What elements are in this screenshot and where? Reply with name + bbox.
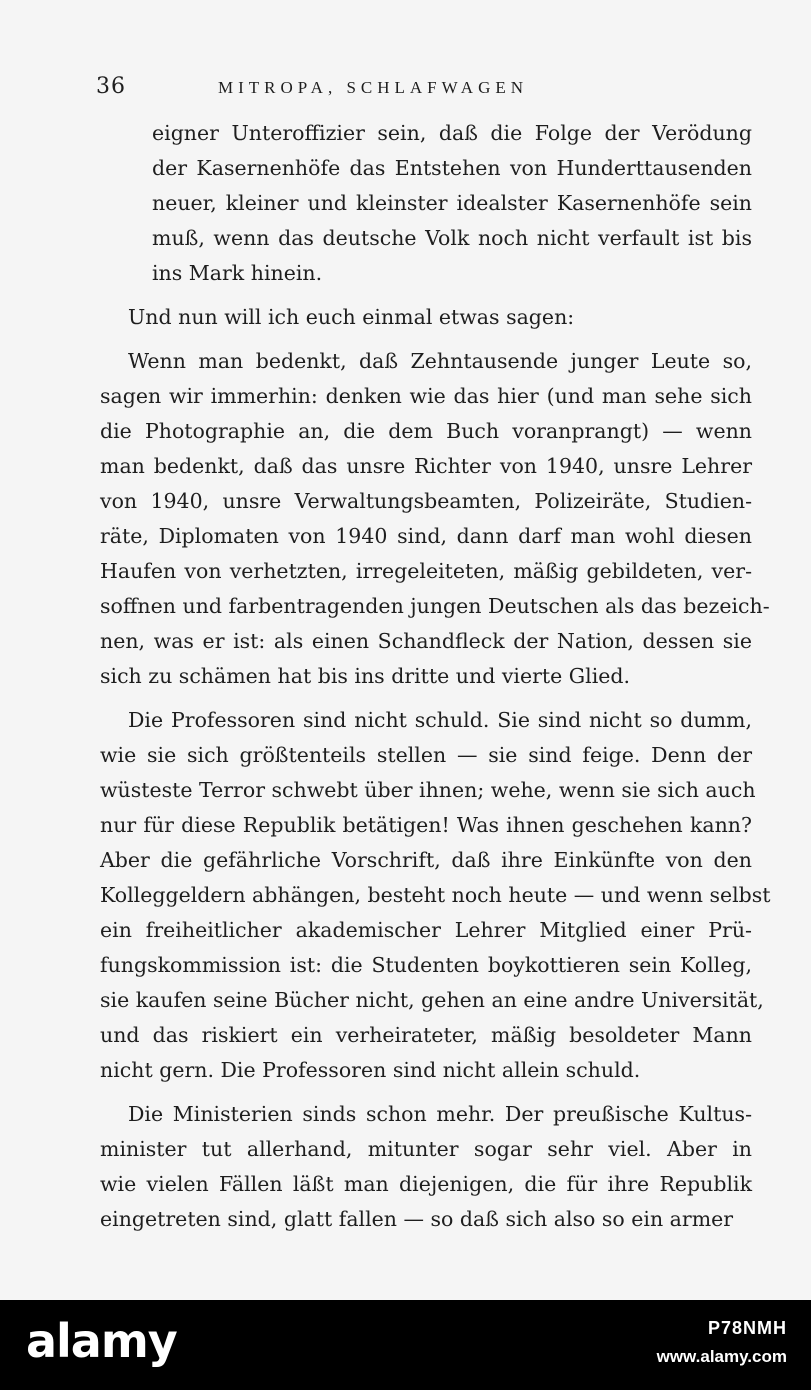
text-line: Kolleggeldern abhängen, besteht noch heute — und wenn selbst (100, 883, 771, 907)
paragraph (152, 116, 752, 291)
text-line: und das riskiert ein verheirateter, mäßig besoldeter Mann (100, 1023, 752, 1047)
text-line: räte, Diplomaten von 1940 sind, dann darf man wohl diesen (100, 524, 752, 548)
text-line: von 1940, unsre Verwaltungsbeamten, Polizeiräte, Studien- (100, 489, 752, 513)
paragraph (100, 300, 752, 335)
text-line: Aber die gefährliche Vorschrift, daß ihre Einkünfte von den (100, 848, 752, 872)
text-line: nur für diese Republik betätigen! Was ihnen geschehen kann? (100, 813, 752, 837)
text-line: Und nun will ich euch einmal etwas sagen: (128, 305, 575, 329)
body-text (100, 116, 771, 1246)
page-number: 36 (96, 74, 126, 99)
text-line: ins Mark hinein. (152, 261, 323, 285)
alamy-logo: alamy (26, 1314, 177, 1368)
paragraph (100, 703, 771, 1088)
text-line: wüsteste Terror schwebt über ihnen; wehe, wenn sie sich auch (100, 778, 756, 802)
text-line: neuer, kleiner und kleinster idealster Kasernenhöfe sein (152, 191, 752, 215)
text-line: sich zu schämen hat bis ins dritte und vierte Glied. (100, 664, 631, 688)
text-line: nicht gern. Die Professoren sind nicht allein schuld. (100, 1058, 641, 1082)
page-header (96, 72, 736, 108)
text-line: Haufen von verhetzten, irregeleiteten, mäßig gebildeten, ver- (100, 559, 752, 583)
text-line: soffnen und farbentragenden jungen Deutschen als das bezeich- (100, 594, 770, 618)
text-line: fungskommission ist: die Studenten boykottieren sein Kolleg, (100, 953, 752, 977)
paragraph (100, 1097, 752, 1237)
text-line: minister tut allerhand, mitunter sogar sehr viel. Aber in (100, 1137, 752, 1161)
paragraph (100, 344, 770, 694)
footer-meta (657, 1318, 787, 1367)
watermark-footer (0, 1300, 811, 1390)
text-line: ein freiheitlicher akademischer Lehrer Mitglied einer Prü- (100, 918, 752, 942)
text-line: eigner Unteroffizier sein, daß die Folge der Verödung (152, 121, 752, 145)
text-line: nen, was er ist: als einen Schandfleck der Nation, dessen sie (100, 629, 752, 653)
text-line: man bedenkt, daß das unsre Richter von 1940, unsre Lehrer (100, 454, 752, 478)
text-line: die Photographie an, die dem Buch voranprangt) — wenn (100, 419, 752, 443)
text-line: wie vielen Fällen läßt man diejenigen, die für ihre Republik (100, 1172, 752, 1196)
text-line: Wenn man bedenkt, daß Zehntausende junger Leute so, (128, 349, 752, 373)
text-line: der Kasernenhöfe das Entstehen von Hunderttausenden (152, 156, 752, 180)
text-line: wie sie sich größtenteils stellen — sie sind feige. Denn der (100, 743, 752, 767)
text-line: Die Professoren sind nicht schuld. Sie sind nicht so dumm, (128, 708, 752, 732)
running-head: MITROPA, SCHLAFWAGEN (218, 78, 529, 97)
text-line: muß, wenn das deutsche Volk noch nicht verfault ist bis (152, 226, 752, 250)
image-id: P78NMH (707, 1318, 787, 1338)
text-line: eingetreten sind, glatt fallen — so daß sich also so ein armer (100, 1207, 734, 1231)
text-line: sagen wir immerhin: denken wie das hier (und man sehe sich (100, 384, 752, 408)
text-line: sie kaufen seine Bücher nicht, gehen an eine andre Universität, (100, 988, 764, 1012)
text-line: Die Ministerien sinds schon mehr. Der preußische Kultus- (128, 1102, 752, 1126)
footer-url: www.alamy.com (656, 1347, 787, 1366)
